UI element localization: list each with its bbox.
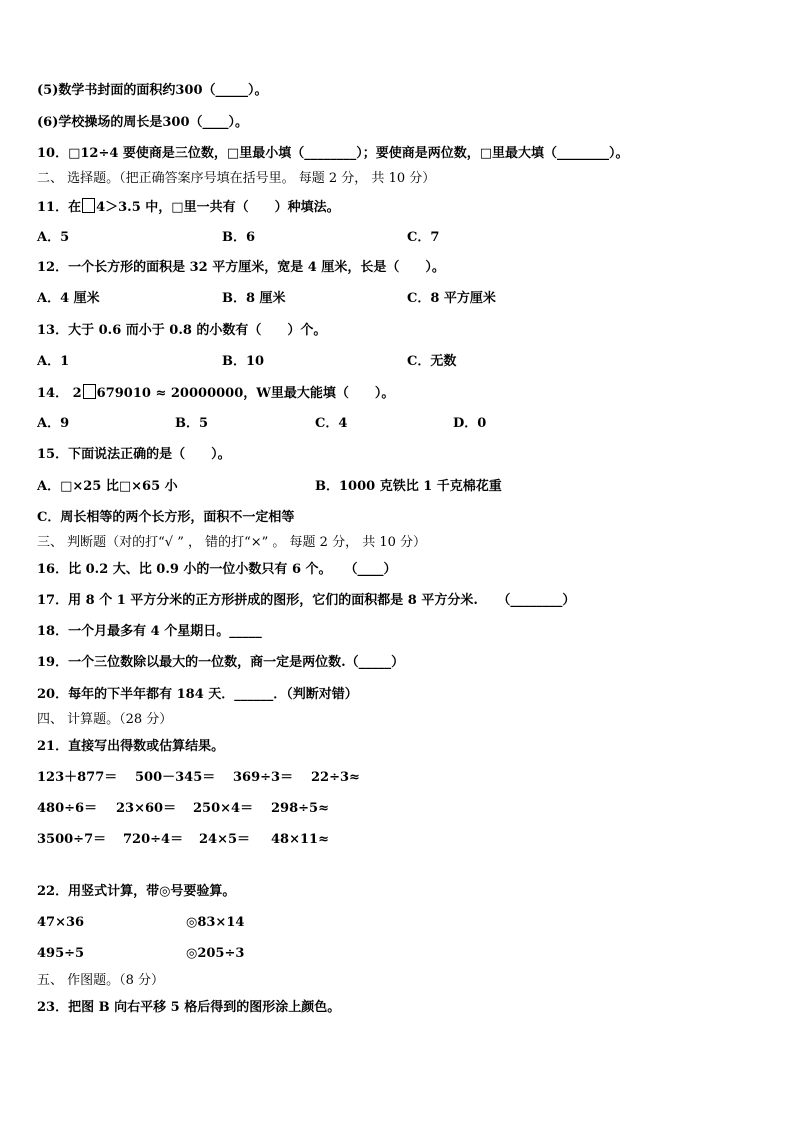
question-20: 20．每年的下半年都有 184 天．______．（判断对错） — [37, 687, 358, 702]
question-14-suffix: 679010 ≈ 20000000，W里最大能填（ ）。 — [96, 386, 395, 401]
question-15: 15．下面说法正确的是（ ）。 — [37, 447, 231, 462]
calc-item: 369÷3＝ — [233, 770, 294, 785]
question-22: 22．用竖式计算，带◎号要验算。 — [37, 884, 236, 899]
option-14-c: C．4 — [315, 416, 348, 431]
calc-item: 123＋877＝ — [37, 770, 118, 785]
calc-item: 250×4＝ — [193, 801, 254, 816]
section-3-heading: 三、 判断题（对的打“√ ” ， 错的打“×” 。 每题 2 分， 共 10 分） — [37, 535, 427, 550]
option-11-c: C．7 — [407, 230, 440, 245]
option-15-c: C．周长相等的两个长方形，面积不一定相等 — [37, 510, 295, 525]
option-11-b: B．6 — [222, 230, 256, 245]
question-12: 12．一个长方形的面积是 32 平方厘米，宽是 4 厘米，长是（ ）。 — [37, 260, 445, 275]
question-6: (6)学校操场的周长是300（____）。 — [37, 115, 248, 130]
option-14-a: A．9 — [37, 416, 70, 431]
vertical-calc-item: ◎205÷3 — [186, 946, 245, 961]
question-14-prefix: 14． 2 — [37, 386, 82, 401]
question-16: 16．比 0.2 大、比 0.9 小的一位小数只有 6 个。 （____） — [37, 562, 397, 577]
option-11-a: A．5 — [37, 230, 70, 245]
calc-item: 48×11≈ — [271, 832, 329, 847]
question-23: 23．把图 B 向右平移 5 格后得到的图形涂上颜色。 — [37, 1000, 341, 1015]
question-19: 19．一个三位数除以最大的一位数，商一定是两位数.（_____） — [37, 655, 405, 670]
question-13: 13．大于 0.6 而小于 0.8 的小数有（ ）个。 — [37, 323, 327, 338]
question-14 — [37, 384, 394, 402]
vertical-calc-item: ◎83×14 — [186, 915, 245, 930]
calc-item: 720÷4＝ — [123, 832, 184, 847]
option-13-b: B．10 — [222, 354, 265, 369]
option-15-a: A．□×25 比□×65 小 — [37, 479, 178, 494]
option-14-b: B．5 — [175, 416, 209, 431]
section-5-heading: 五、 作图题。（8 分） — [37, 973, 165, 988]
question-5: (5)数学书封面的面积约300（_____）。 — [37, 83, 268, 98]
calc-item: 24×5＝ — [199, 832, 251, 847]
section-2-heading: 二、 选择题。（把正确答案序号填在括号里。 每题 2 分， 共 10 分） — [37, 171, 436, 186]
calc-item: 480÷6＝ — [37, 801, 98, 816]
option-15-b: B．1000 克铁比 1 千克棉花重 — [315, 479, 502, 494]
calc-item: 23×60＝ — [116, 801, 177, 816]
blank-box — [83, 384, 96, 399]
question-17: 17．用 8 个 1 平方分米的正方形拼成的图形，它们的面积都是 8 平方分米. （________） — [37, 593, 576, 608]
section-4-heading: 四、 计算题。（28 分） — [37, 712, 173, 727]
option-13-a: A．1 — [37, 354, 70, 369]
question-18: 18．一个月最多有 4 个星期日。_____ — [37, 624, 262, 639]
blank-box — [82, 198, 95, 213]
vertical-calc-item: 47×36 — [37, 915, 85, 930]
question-10: 10．□12÷4 要使商是三位数，□里最小填（________）；要使商是两位数，□里最大填（________）。 — [37, 146, 629, 161]
calc-item: 22÷3≈ — [311, 770, 360, 785]
option-13-c: C．无数 — [407, 354, 457, 369]
option-12-c: C．8 平方厘米 — [407, 291, 496, 306]
calc-item: 3500÷7＝ — [37, 832, 107, 847]
option-12-b: B．8 厘米 — [222, 291, 286, 306]
calc-item: 298÷5≈ — [271, 801, 329, 816]
question-21: 21．直接写出得数或估算结果。 — [37, 739, 225, 754]
option-12-a: A．4 厘米 — [37, 291, 100, 306]
calc-item: 500－345＝ — [135, 770, 216, 785]
question-11-suffix: 4＞3.5 中，□里一共有（ ）种填法。 — [96, 200, 340, 215]
option-14-d: D．0 — [453, 416, 487, 431]
question-11 — [37, 198, 340, 216]
vertical-calc-item: 495÷5 — [37, 946, 85, 961]
question-11-prefix: 11．在 — [37, 200, 82, 215]
